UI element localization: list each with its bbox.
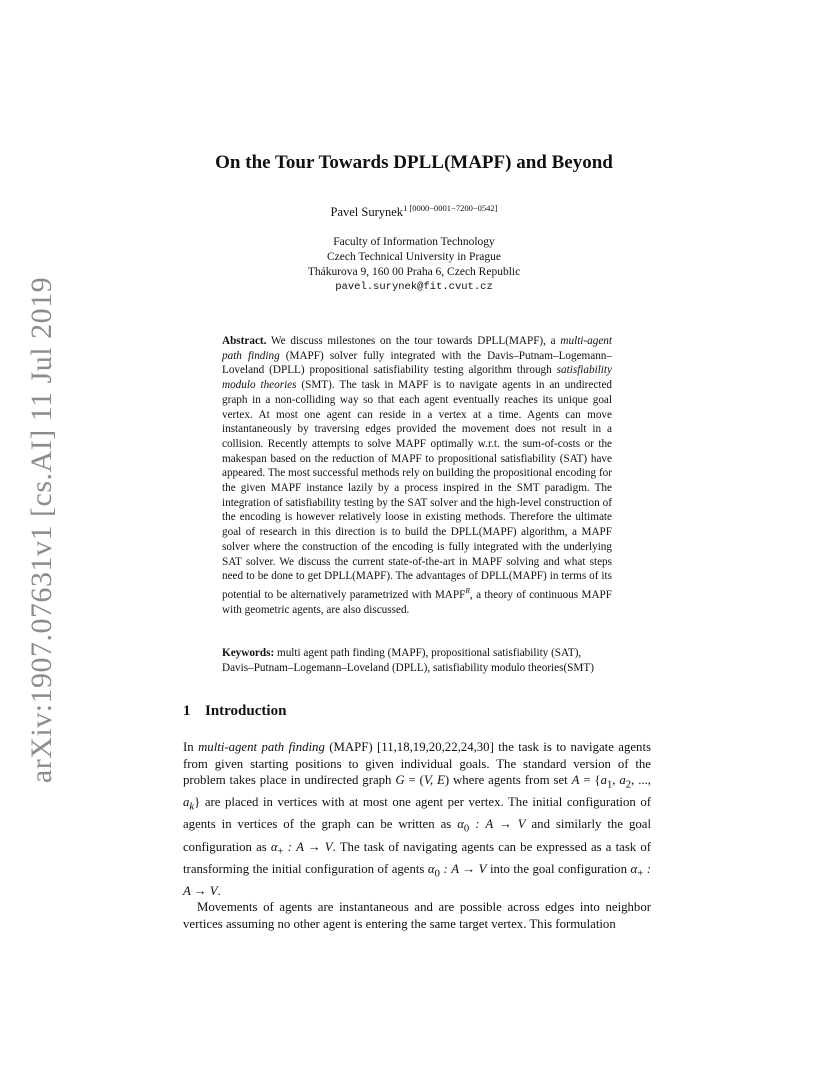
math: α (270, 839, 278, 854)
math: 0 (463, 824, 470, 836)
math: , ..., (631, 773, 652, 788)
math: ) (444, 773, 450, 788)
abstract-text: (SMT). The task in MAPF is to navigate agents in an undirected graph in a non-colliding way so that each agent eventually reaches its unique goal vertex. At most one agent can reside in a vertex at a time. Agents can move instantaneously by traversing edges provided the movement does not result in a collision. Recently attempts to solve MAPF optimally w.r.t. the sum-of-costs or the makespan based on the reduction of MAPF to propositional satisfiability (SAT) have appeared. The most successful methods rely on building the propositional encoding for the given MAPF instance lazily by a process inspired in the SMT paradigm. The integration of satisfiability testing by the SAT solver and the high-level construction of the encoding is however relatively loose in existing methods. Therefore the ultimate goal of research in this direction is to build the DPLL(MAPF) algorithm, a MAPF solver where the construction of the encoding is fully integrated with the underlying SAT solver. We discuss the current state-of-the-art in MAPF solving and what steps need to be done to get DPLL(MAPF). The advantages of DPLL(MAPF) in terms of its potential to be alternatively parametrized with MAPF (222, 379, 613, 601)
text: are placed in vertices with at most one agent per vertex. The initial configuration of agents in vertices of the graph can be written as (183, 795, 651, 832)
math: k (189, 801, 195, 813)
text: into the goal configuration (486, 861, 631, 876)
math: 2 (625, 779, 632, 791)
author-name: Pavel Surynek (330, 205, 404, 219)
math: 1 (606, 779, 613, 791)
text: and similarly the goal configuration as (183, 817, 651, 854)
keywords-label: Keywords: (222, 647, 275, 659)
paragraph (183, 739, 651, 899)
math: A (571, 773, 580, 788)
keywords-text: Davis–Putnam–Logemann–Loveland (DPLL), satisfiability modulo theories(SMT) (222, 661, 594, 674)
abstract-text: , a theory of continuous MAPF with geometric agents, are also discussed. (222, 588, 613, 616)
author-email: pavel.surynek@fit.cvut.cz (335, 281, 493, 293)
math: + (277, 846, 284, 858)
math: + (637, 868, 644, 880)
abstract-text: We discuss milestones on the tour towards DPLL(MAPF), a (266, 335, 561, 347)
keywords-text: multi agent path finding (MAPF), propositional satisfiability (SAT), (274, 647, 582, 659)
math: = ( (404, 773, 424, 788)
affiliation-line: Czech Technical University in Prague (327, 251, 501, 263)
text: (MAPF) [11,18,19,20,22,24,30] the task is to navigate agents from given starting positions to given individual goals. The standard version of the problem takes place in undirected graph (183, 740, 651, 788)
math: : A → V (183, 861, 651, 898)
introduction-body (183, 739, 651, 933)
text: . The task of navigating agents can be expressed as a task of transforming the initial configuration of agents (183, 839, 651, 876)
math: 0 (434, 868, 440, 880)
math: α (630, 861, 638, 876)
abstract-label: Abstract. (222, 335, 267, 347)
abstract-emphasis: satisfiability modulo theories (222, 364, 612, 392)
paragraph: Movements of agents are instantaneous and are possible across edges into neighbor vertices assuming no other agent is entering the same target vertex. This formulation (183, 900, 651, 932)
emphasis: multi-agent path finding (198, 740, 325, 754)
affiliation-line: Faculty of Information Technology (333, 236, 495, 248)
abstract-emphasis: multi-agent path finding (222, 335, 612, 362)
arxiv-identifier: arXiv:1907.07631v1 [cs.AI] 11 Jul 2019 (25, 276, 58, 784)
math: α (427, 861, 435, 876)
text: . (217, 883, 221, 898)
author-line (0, 203, 828, 220)
affiliation-block (0, 235, 828, 295)
math: G (395, 773, 405, 788)
section-number: 1 (183, 703, 191, 719)
affiliation-line: Thákurova 9, 160 00 Praha 6, Czech Republic (307, 266, 521, 278)
math: a (183, 795, 190, 810)
text: where agents from set (449, 773, 572, 788)
section-heading (183, 703, 286, 720)
math: : A → V (283, 839, 333, 854)
math: a (619, 773, 626, 788)
math: a (600, 773, 607, 788)
section-title: Introduction (205, 703, 287, 719)
abstract-text: (MAPF) solver fully integrated with the Davis–Putnam–Logemann–Loveland (DPLL) propositional satisfiability testing algorithm through (222, 349, 612, 377)
math: : A → V (439, 861, 487, 876)
math: , (612, 773, 620, 788)
math: α (457, 817, 464, 832)
math: V, E (423, 773, 445, 788)
abstract-superscript: R (465, 585, 470, 595)
paper-title: On the Tour Towards DPLL(MAPF) and Beyond (215, 152, 613, 173)
arxiv-identifier-sidebar (12, 276, 72, 784)
author-orcid: 1 [0000−0001−7200−0542] (403, 203, 498, 213)
math: = { (579, 773, 601, 788)
keywords (222, 646, 622, 675)
text: In (183, 740, 199, 754)
math: } (194, 795, 201, 810)
math: : A → V (469, 817, 526, 832)
abstract (222, 334, 612, 617)
